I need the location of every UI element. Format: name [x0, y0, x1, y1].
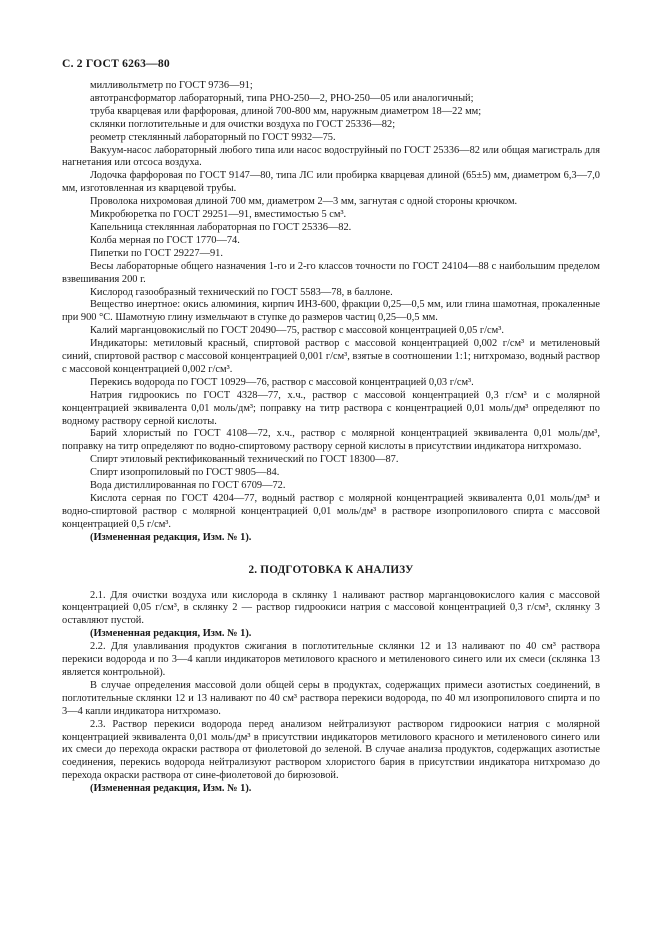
paragraph: Весы лабораторные общего назначения 1-го и 2-го классов точности по ГОСТ 24104—88 с наибольшим пределом взвешивания 200 г.	[62, 260, 600, 285]
paragraph: Капельница стеклянная лабораторная по ГОСТ 25336—82.	[90, 221, 352, 233]
paragraph: Кислород газообразный технический по ГОСТ 5583—78, в баллоне.	[90, 286, 393, 298]
revision-note: (Измененная редакция, Изм. № 1).	[90, 628, 252, 640]
paragraph-2-1: 2.1. Для очистки воздуха или кислорода в склянку 1 наливают раствор марганцовокислого калия с массовой концентрацией 0,05 г/см³, в склянку 2 — раствор гидроокиси натрия с массовой концентрацией 0,3 г/см³, склянку 3 оставляют пустой.	[62, 589, 600, 627]
paragraph: Барий хлористый по ГОСТ 4108—72, х.ч., раствор с молярной концентрацией эквивалента 0,01 моль/дм³, поправку на титр определяют по водно-спиртовому раствору серной кислоты в присутствии индикатора нитхромазо.	[62, 428, 600, 453]
list-item: автотрансформатор лабораторный, типа РНО-250—2, РНО-250—05 или аналогичный;	[90, 92, 474, 104]
paragraph: Колба мерная по ГОСТ 1770—74.	[90, 234, 240, 246]
paragraph: Спирт изопропиловый по ГОСТ 9805—84.	[90, 467, 280, 479]
paragraph: Натрия гидроокись по ГОСТ 4328—77, х.ч., раствор с массовой концентрацией 0,3 г/см³ и с молярной концентрацией эквивалента 0,01 моль/дм³; поправку на титр раствора с концентрацией 0,01 моль/дм³ определяют по водному раствору серной кислоты.	[62, 389, 600, 427]
revision-note: (Измененная редакция, Изм. № 1).	[90, 531, 252, 543]
paragraph: Индикаторы: метиловый красный, спиртовой раствор с массовой концентрацией 0,002 г/см³ и метиленовый синий, спиртовой раствор с массовой концентрацией 0,001 г/см³, взятые в соотношении 1:1; нитхромазо, водный раствор с массовой концентрацией 0,002 г/см³.	[62, 338, 600, 375]
list-item: склянки поглотительные и для очистки воздуха по ГОСТ 25336—82;	[90, 118, 396, 130]
list-item: труба кварцевая или фарфоровая, длиной 700-800 мм, наружным диаметром 18—22 мм;	[90, 105, 482, 117]
paragraph-2-2-cont: В случае определения массовой доли общей серы в продуктах, содержащих примеси азотистых соединений, в поглотительные склянки 12 и 13 наливают по 40 см³ раствора перекиси водорода, по 40 мл изопропилового спирта и по 3—4 капли индикатора нитхромазо.	[62, 679, 600, 717]
paragraph-2-3: 2.3. Раствор перекиси водорода перед анализом нейтрализуют раствором гидроокиси натрия с молярной концентрацией эквивалента 0,01 моль/дм³ в присутствии индикаторов метилового красного и метиленового синего или их смеси до перехода окраски раствора от фиолетовой до зеленой. В случае анализа продуктов, содержащих азотистые соединения, перекись водорода нейтрализуют раствором хлористого бария в присутствии индикатора нитхромазо до перехода окраски раствора от сине-фиолетовой до бирюзовой.	[62, 718, 600, 782]
paragraph: Кислота серная по ГОСТ 4204—77, водный раствор с молярной концентрацией эквивалента 0,01 моль/дм³ и водно-спиртовой раствор с молярной концентрацией 0,01 моль/дм³ в растворе изопропилового спирта с массовой концентрацией 0,5 г/см³.	[62, 493, 600, 530]
paragraph: Калий марганцовокислый по ГОСТ 20490—75, раствор с массовой концентрацией 0,05 г/см³.	[90, 325, 504, 337]
list-item: милливольтметр по ГОСТ 9736—91;	[90, 80, 253, 91]
paragraph: Вакуум-насос лабораторный любого типа или насос водоструйный по ГОСТ 25336—82 или общая магистраль для нагнетания или отсоса воздуха.	[62, 144, 600, 169]
paragraph: Лодочка фарфоровая по ГОСТ 9147—80, типа ЛС или пробирка кварцевая длиной (65±5) мм, диаметром 6,3—7,0 мм, изготовленная из кварцевой трубы.	[62, 170, 600, 195]
revision-note: (Измененная редакция, Изм. № 1).	[90, 783, 252, 795]
list-item: реометр стеклянный лабораторный по ГОСТ 9932—75.	[90, 131, 336, 143]
paragraph: Пипетки по ГОСТ 29227—91.	[90, 247, 223, 259]
section-title: 2. ПОДГОТОВКА К АНАЛИЗУ	[248, 563, 414, 576]
paragraph: Проволока нихромовая длиной 700 мм, диаметром 2—3 мм, загнутая с одной стороны крючком.	[90, 196, 518, 208]
paragraph: Вода дистиллированная по ГОСТ 6709—72.	[90, 480, 286, 492]
paragraph: Перекись водорода по ГОСТ 10929—76, раствор с массовой концентрацией 0,03 г/см³.	[90, 376, 474, 388]
paragraph: Вещество инертное: окись алюминия, кирпич ИНЗ-600, фракции 0,25—0,5 мм, или глина шамотная, прокаленные при 900 °С. Шамотную глину измельчают в ступке до размеров частиц 0,25—0,5 мм.	[62, 299, 600, 324]
document-body	[62, 80, 600, 796]
paragraph: Спирт этиловый ректификованный технический по ГОСТ 18300—87.	[90, 454, 399, 466]
paragraph: Микробюретка по ГОСТ 29251—91, вместимостью 5 см³.	[90, 209, 347, 221]
page-header: С. 2 ГОСТ 6263—80	[62, 57, 170, 70]
equipment-list	[62, 80, 600, 145]
paragraph-2-2: 2.2. Для улавливания продуктов сжигания в поглотительные склянки 12 и 13 наливают по 40 см³ раствора перекиси водорода и по 3—4 капли индикаторов метилового красного и метиленового синего или их смеси (склянка 13 является контрольной).	[62, 641, 600, 678]
